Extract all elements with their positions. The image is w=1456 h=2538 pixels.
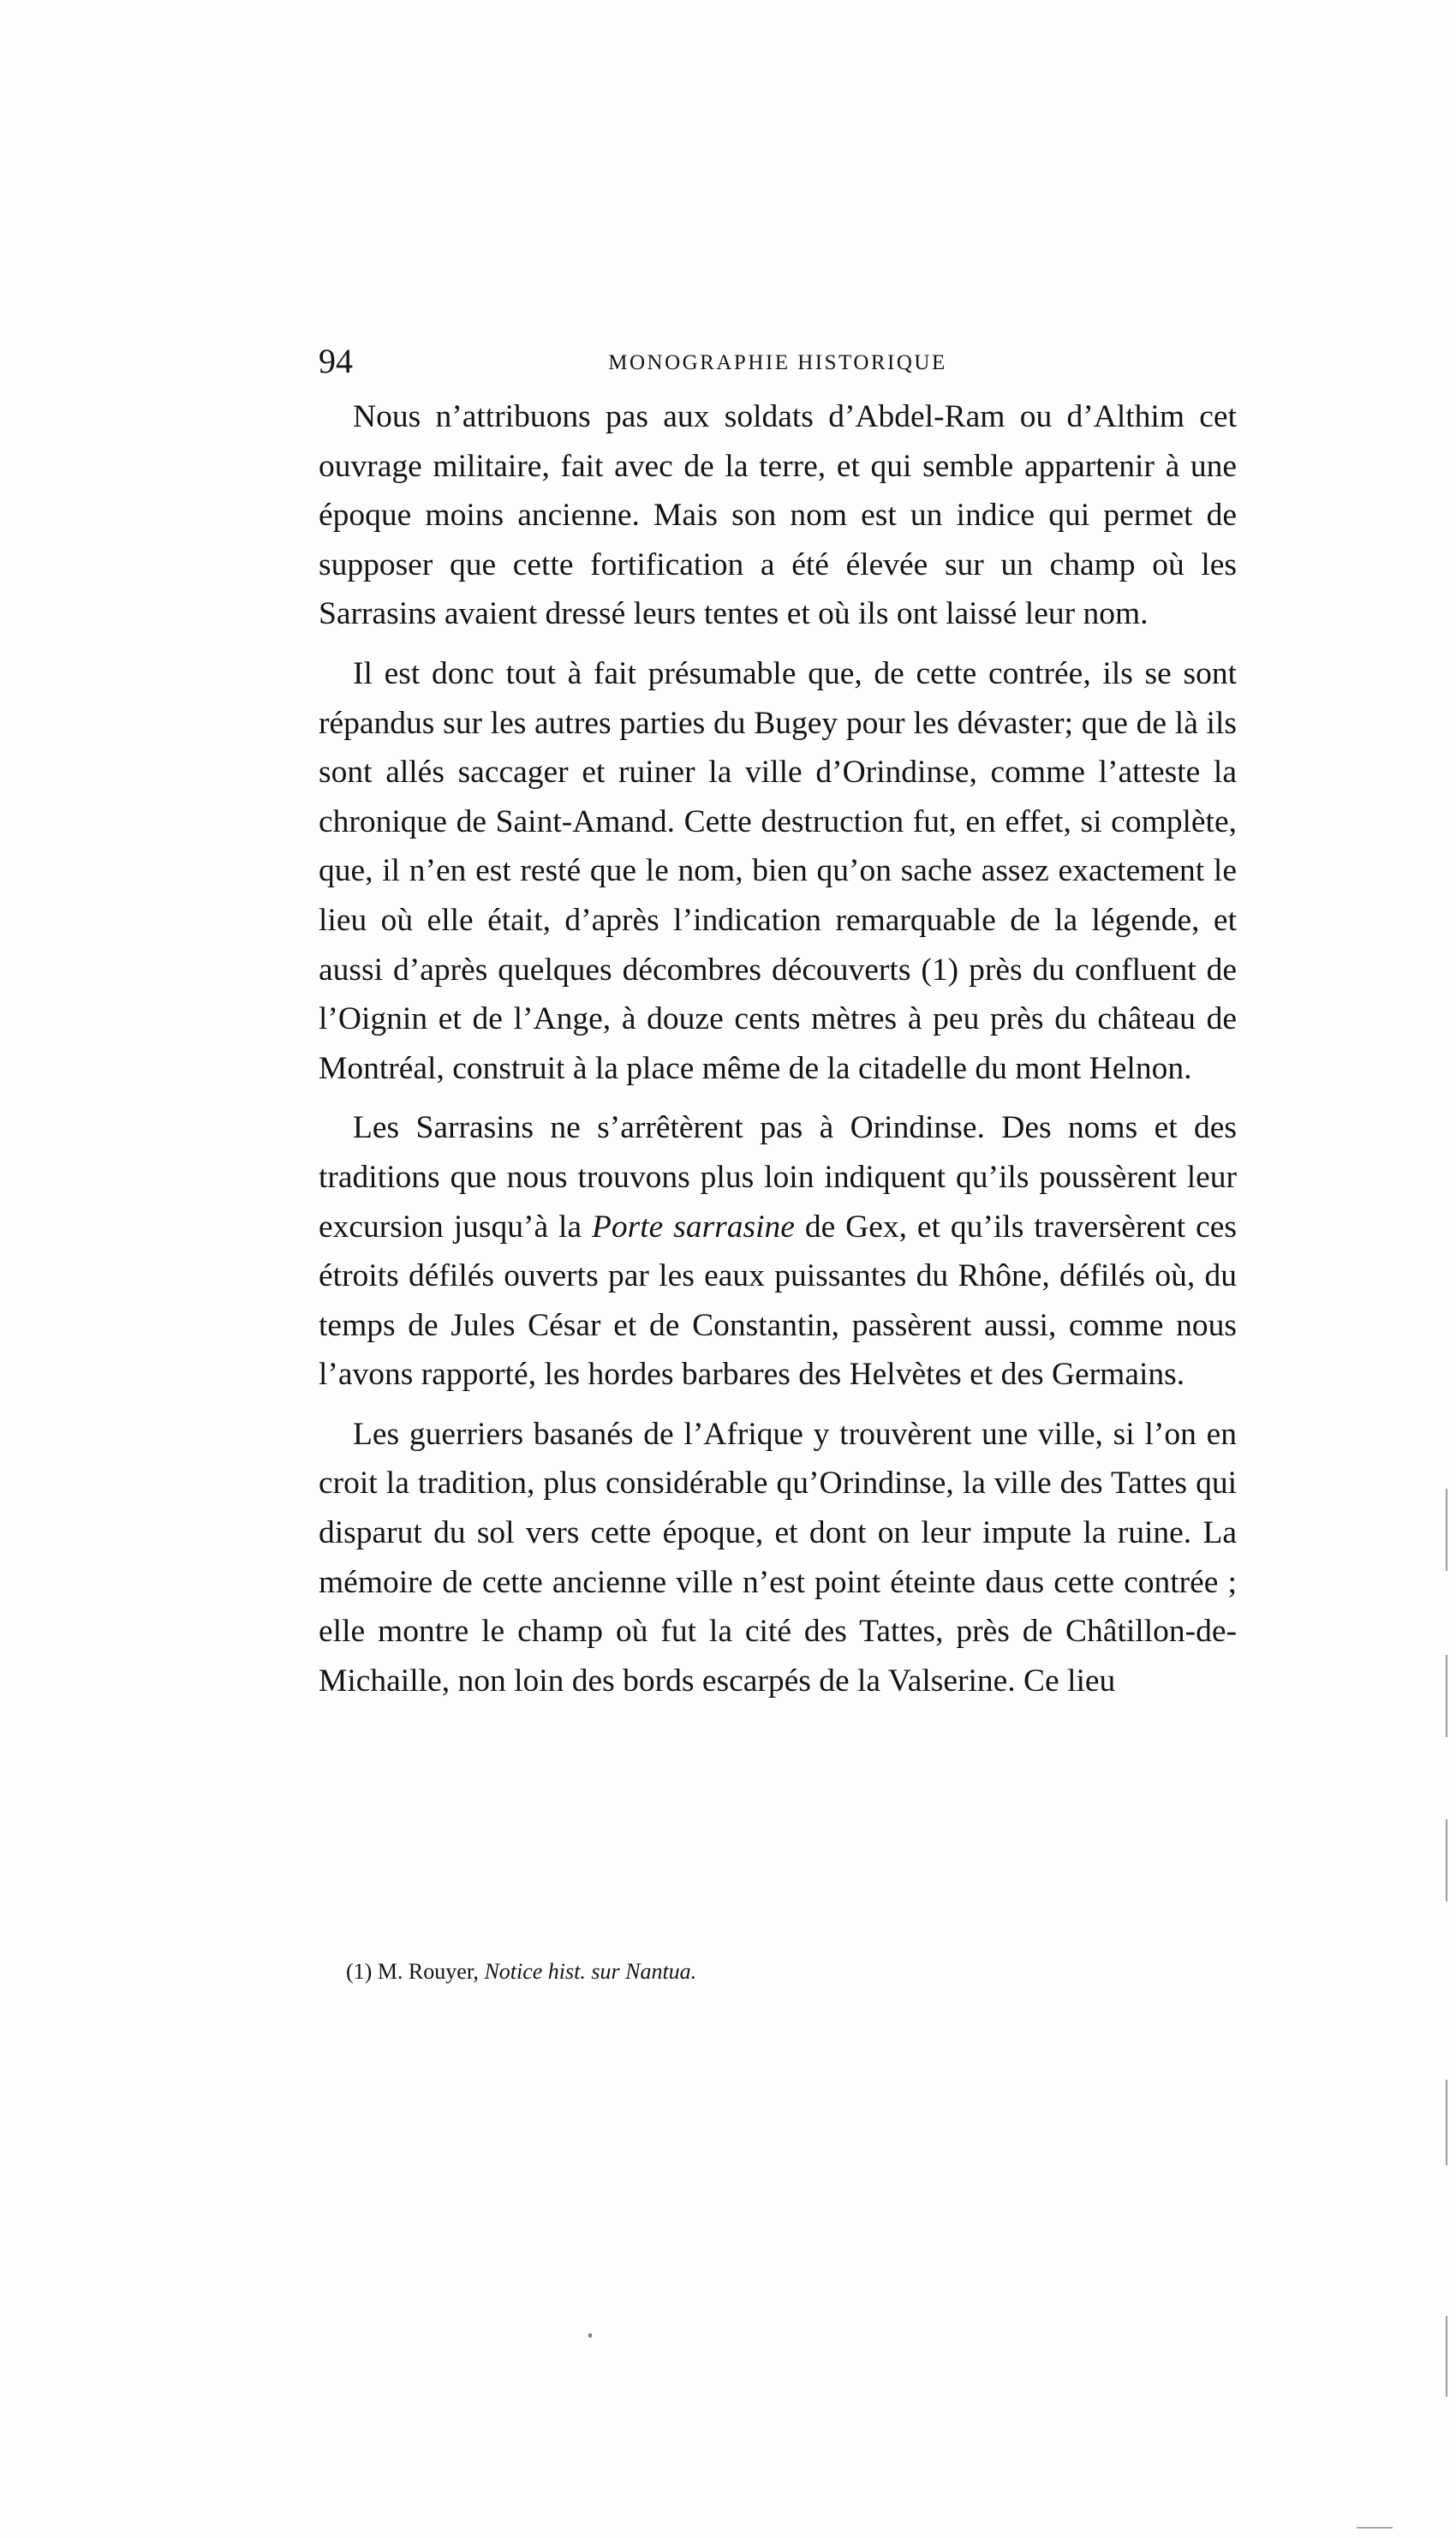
running-title: MONOGRAPHIE HISTORIQUE [608, 351, 947, 374]
paragraph-text: Les Sarrasins ne s’arrêtèrent pas à Orindinse. Des noms et des traditions que nous trouvons plus loin indiquent qu’ils poussèrent leur excursion jusqu’à la [319, 1110, 1237, 1245]
paragraph-text: Nous n’attribuons pas aux soldats d’Abdel-Ram ou d’Althim cet ouvrage militaire, fait avec de la terre, et qui semble appartenir à une époque moins ancienne. Mais son nom est un indice qui permet de supposer que cette fortification a été élevée sur un champ où les Sarrasins avaient dressé leurs tentes et où ils ont laissé leur nom. [319, 399, 1237, 632]
scan-speck [588, 2333, 592, 2338]
paragraph-text: Les guerriers basanés de l’Afrique y trouvèrent une ville, si l’on en croit la tradition, plus considérable qu’Orindinse, la ville des Tattes qui disparut du sol vers cette époque, et dont on leur impute la ruine. La mémoire de cette ancienne ville n’est point éteinte daus cette contrée ; elle montre le champ où fut la cité des Tattes, près de Châtillon-de-Michaille, non loin des bords escarpés de la Valserine. Ce lieu [319, 1416, 1237, 1699]
page-header [319, 341, 1237, 385]
paragraph-text: Il est donc tout à fait présumable que, de cette contrée, ils se sont répandus sur les autres parties du Bugey pour les dévaster; que de là ils sont allés saccager et ruiner la ville d’Orindinse, comme l’atteste la chronique de Saint-Amand. Cette destruction fut, en effet, si complète, que, il n’en est resté que le nom, bien qu’on sache assez exactement le lieu où elle était, d’après l’indication remarquable de la légende, et aussi d’après quelques décombres découverts (1) près du confluent de l’Oignin et de l’Ange, à douze cents mètres à peu près du château de Montréal, construit à la place même de la citadelle du mont Helnon. [319, 655, 1237, 1086]
page-number: 94 [319, 342, 353, 380]
paragraph-2 [319, 649, 1237, 1093]
footnote-title: Notice hist. sur Nantua. [484, 1959, 697, 1984]
paragraph-text: de Gex, et qu’ils traversèrent ces étroits défilés ouverts par les eaux puissantes du Rhône, défilés où, du temps de Jules César et de Constantin, passèrent aussi, comme nous l’avons rapporté, les hordes barbares des Helvètes et des Germains. [319, 1209, 1237, 1393]
scan-edge-mark [1446, 1489, 1447, 1571]
scan-edge-mark [1446, 2080, 1447, 2165]
footnote-1 [346, 1955, 1237, 1989]
scan-edge-mark [1446, 1655, 1447, 1737]
italic-place-name: Porte sarrasine [592, 1209, 795, 1245]
paragraph-1 [319, 392, 1237, 639]
paragraph-3 [319, 1103, 1237, 1400]
footnotes [346, 1955, 1237, 1989]
scan-bottom-rule [1357, 2527, 1393, 2529]
body-text [319, 392, 1237, 1716]
scan-edge-mark [1446, 1819, 1447, 1902]
paragraph-4 [319, 1410, 1237, 1706]
scan-edge-mark [1446, 2316, 1447, 2397]
footnote-text: (1) M. Rouyer, [346, 1959, 485, 1984]
